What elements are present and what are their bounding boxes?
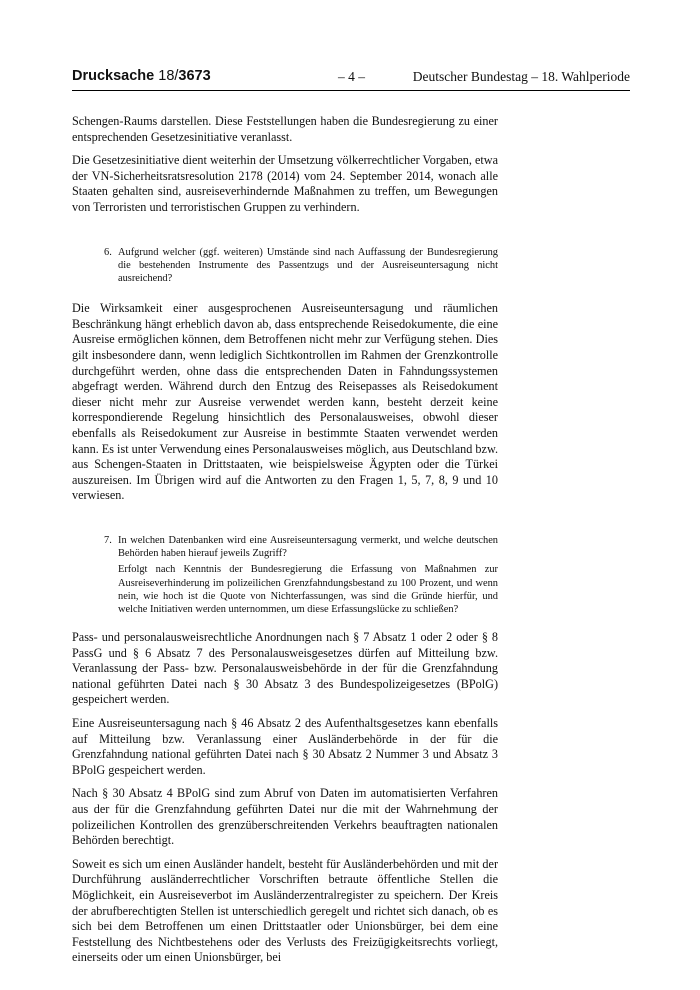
- document-number: Drucksache 18/3673: [72, 68, 211, 84]
- question-6: [104, 246, 498, 286]
- page-header: [72, 68, 630, 91]
- answer-7-paragraph: Soweit es sich um einen Ausländer handelt, besteht für Ausländerbehörden und mit der Durchführung ausländerrechtlicher Vorschriften betraute öffentliche Stellen die Möglichkeit, ein Ausreiseverbot im Ausländerzentralregister zu speichern. Der Kreis der abrufberechtigten Stellen ist unterschiedlich geregelt und richtet sich danach, ob es sich bei dem Betroffenen um einen Drittstaatler oder Unionsbürger, bei dem eine Feststellung des Nichtbestehens oder des Verlusts des Freizügigkeitsrechts vorliegt, einerseits oder um einen Unionsbürger, bei: [72, 856, 498, 965]
- paragraph: Schengen-Raums darstellen. Diese Feststellungen haben die Bundesregierung zu einer entsprechenden Gesetzesinitiative veranlasst.: [72, 114, 498, 144]
- question-number: 7.: [104, 534, 112, 546]
- answer-6: Die Wirksamkeit einer ausgesprochenen Ausreiseuntersagung und räumlichen Beschränkung hängt erheblich davon ab, dass entsprechende Reisedokumente, die eine Ausreise ermöglichen können, dem Betroffenen nicht mehr zur Verfügung stehen. Dies gilt insbesondere dann, wenn lediglich Sichtkontrollen im Rahmen der Grenzkontrolle durchgeführt werden, ohne dass die entsprechenden Daten in Fahndungssystemen abgefragt werden. Während durch den Entzug des Reisepasses als Reisedokument dieser nicht mehr zur Ausreise verwendet werden kann, besteht derzeit keine korrespondierende Regelung hinsichtlich des Personalausweises, obwohl dieser ebenfalls als Reisedokument zur Ausreise in bestimmte Staaten verwendet werden kann. Es ist unter Verwendung eines Personalausweises möglich, aus Deutschland bzw. aus Schengen-Staaten in Drittstaaten, wie beispielsweise Ägypten oder die Türkei auszureisen. Im Übrigen wird auf die Antworten zu den Fragen 1, 5, 7, 8, 9 und 10 verwiesen.: [72, 301, 498, 503]
- question-text: In welchen Datenbanken wird eine Ausreiseuntersagung vermerkt, und welche deutschen Behörden haben hierauf jeweils Zugriff?: [118, 534, 498, 560]
- answer-7-paragraph: Nach § 30 Absatz 4 BPolG sind zum Abruf von Daten im automatisierten Verfahren aus der für die Grenzfahndung geführten Datei nur die mit der Wahrnehmung der polizeilichen Kontrollen des grenzüberschreitenden Verkehrs beauftragten nationalen Behörden berechtigt.: [72, 786, 498, 848]
- question-number: 6.: [104, 246, 112, 258]
- answer-7-paragraph: Pass- und personalausweisrechtliche Anordnungen nach § 7 Absatz 1 oder 2 oder § 8 PassG und § 6 Absatz 7 des Personalausweisgesetzes dürfen auf Mitteilung bzw. Veranlassung der Pass- bzw. Personalausweisbehörde in der für die Grenzfahndung national geführten Datei nach § 30 Absatz 3 des Bundespolizeigesetzes (BPolG) gespeichert werden.: [72, 630, 498, 707]
- question-subtext: Erfolgt nach Kenntnis der Bundesregierung die Erfassung von Maßnahmen zur Ausreiseverhinderung im polizeilichen Grenzfahndungsbestand zu 100 Prozent, und wenn nein, wie hoch ist die Quote von Nichterfassungen, was sind die Gründe hierfür, und welche Initiativen werden unternommen, um diese Erfassungslücke zu schließen?: [118, 564, 498, 615]
- publisher: Deutscher Bundestag – 18. Wahlperiode: [412, 69, 630, 84]
- question-text: Aufgrund welcher (ggf. weiteren) Umstände sind nach Auffassung der Bundesregierung die bestehenden Instrumente des Passentzugs und der Ausreiseuntersagung nicht ausreichend?: [118, 246, 498, 284]
- question-7: [104, 534, 498, 616]
- answer-7-paragraph: Eine Ausreiseuntersagung nach § 46 Absatz 2 des Aufenthaltsgesetzes kann ebenfalls auf Mitteilung bzw. Veranlassung einer Ausländerbehörde in der für die Grenzfahndung national geführten Datei nach § 30 Absatz 2 Nummer 3 und Absatz 3 BPolG gespeichert werden.: [72, 716, 498, 777]
- paragraph: Die Gesetzesinitiative dient weiterhin der Umsetzung völkerrechtlicher Vorgaben, etwa der VN-Sicherheitsratsresolution 2178 (2014) vom 24. September 2014, wonach alle Staaten gehalten sind, ausreiseverhindernde Maßnahmen zu treffen, um Bewegungen von Terroristen und terroristischen Gruppen zu verhindern.: [72, 153, 498, 214]
- page-body: [72, 114, 498, 966]
- page-number: – 4 –: [338, 69, 365, 84]
